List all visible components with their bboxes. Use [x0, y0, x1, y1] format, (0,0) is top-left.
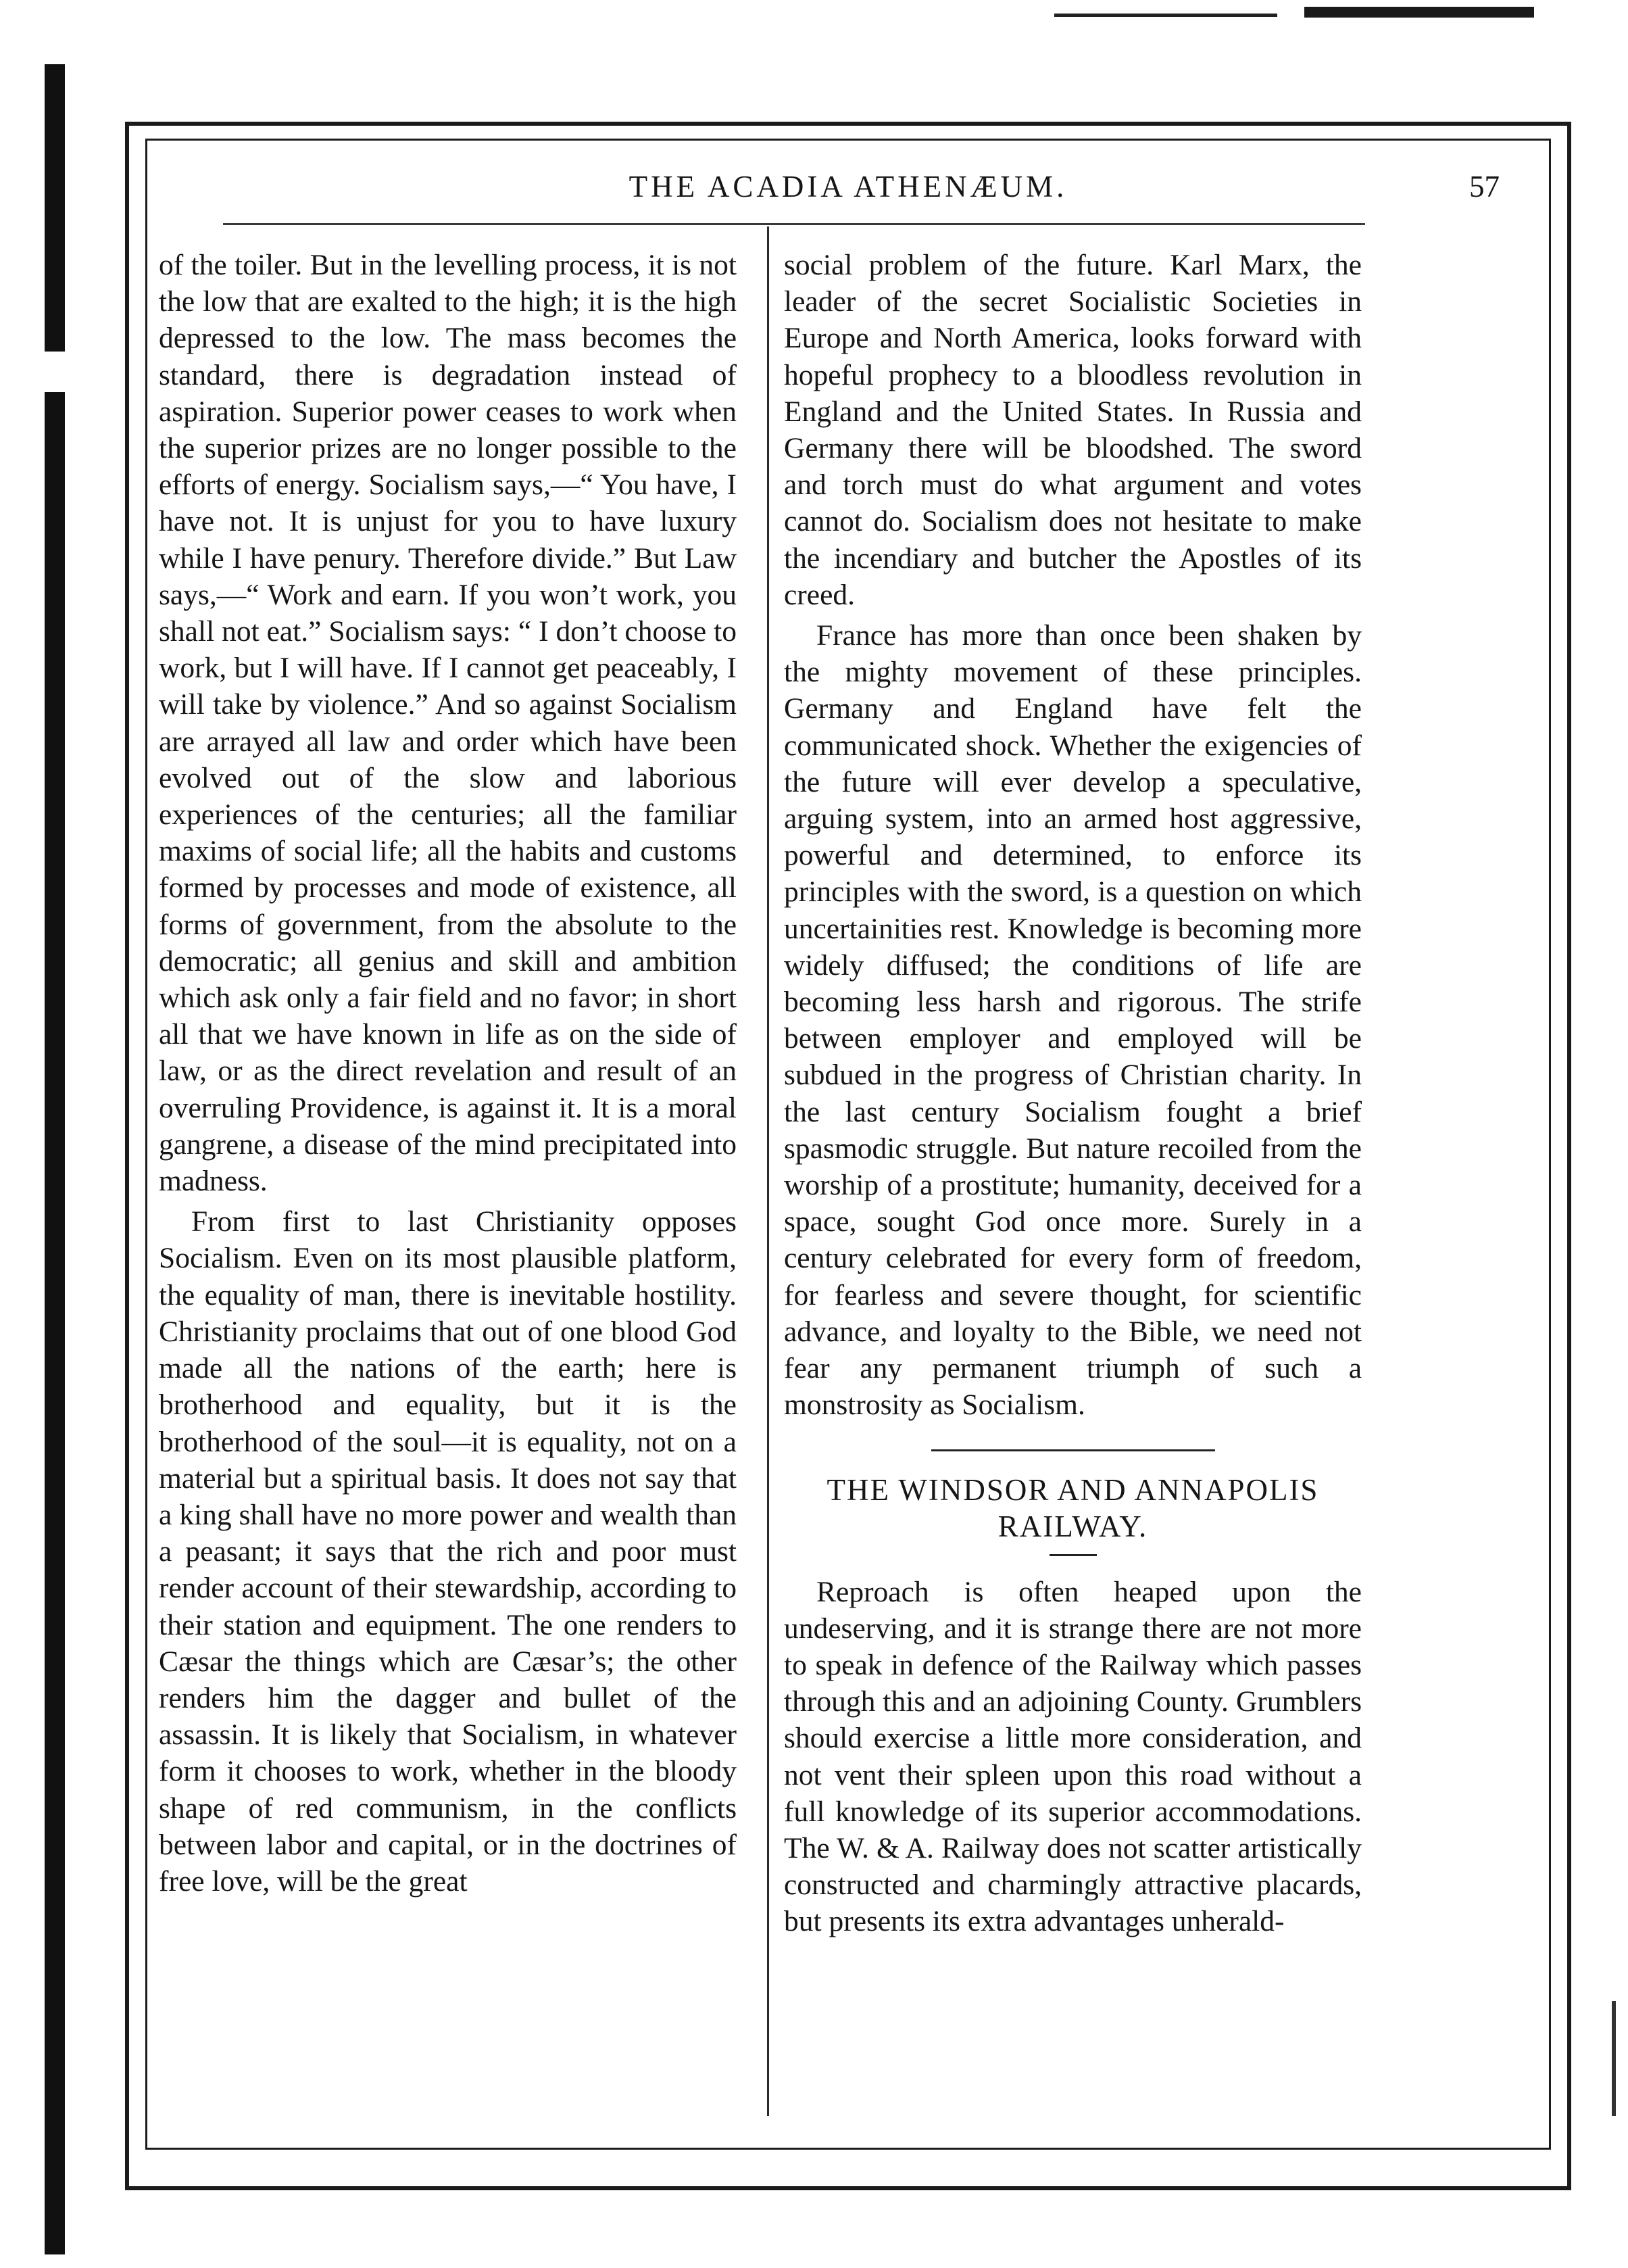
running-header-title: THE ACADIA ATHENÆUM. [628, 170, 1068, 203]
binding-spine-shadow [45, 64, 65, 2254]
body-paragraph: France has more than once been shaken by the mighty movement of these principles. Germany and England have felt the communicated shock. Whether the exigencies of the future will ever develop a speculative, arguing system, into an armed host aggressive, powerful and determined, to enforce its principles with the sword, is a question on which uncertainities rest. Knowledge is becoming more widely diffused; the conditions of life are becoming less harsh and rigorous. The strife between employer and employed will be subdued in the progress of Christian charity. In the last century Socialism fought a brief spasmodic struggle. But nature recoiled from the worship of a prostitute; humanity, deceived for a space, sought God once more. Surely in a century celebrated for every form of freedom, for fearless and severe thought, for scientific advance, and loyalty to the Bible, we need not fear any permanent triumph of such a monstrosity as Socialism. [784, 619, 1362, 1422]
body-paragraph: of the toiler. But in the levelling process, it is not the low that are exalted to the high; it is the high depressed to the low. The mass becomes the standard, there is degradation instead of aspiration. Superior power ceases to work when the superior prizes are no longer possible to the efforts of energy. Socialism says,—“ You have, I have not. It is unjust for you to have luxury while I have penury. Therefore divide.” But Law says,—“ Work and earn. If you won’t work, you shall not eat.” Socialism says: “ I don’t choose to work, but I will have. If I cannot get peaceably, I will take by violence.” And so against Socialism are arrayed all law and order which have been evolved out of the slow and laborious experiences of the centuries; all the familiar maxims of social life; all the habits and customs formed by processes and mode of existence, all forms of government, from the absolute to the democratic; all genius and skill and ambition which ask only a fair field and no favor; in short all that we have known in life as on the side of law, or as the direct revelation and result of an overruling Providence, is against it. It is a moral gangrene, a disease of the mind precipitated into madness. [159, 249, 737, 1198]
header-rule [223, 223, 1365, 225]
title-rule [1050, 1554, 1097, 1556]
page-number: 57 [1469, 170, 1500, 203]
scan-mark [1612, 2001, 1616, 2116]
body-paragraph: social problem of the future. Karl Marx, the leader of the secret Socialistic Societies in Europe and North America, looks forward with hopeful prophecy to a bloodless revolution in England and the United States. In Russia and Germany there will be bloodshed. The sword and torch must do what argument and votes cannot do. Socialism does not hesitate to make the incendiary and butcher the Apostles of its creed. [784, 249, 1362, 611]
spine-gap [45, 352, 65, 392]
body-paragraph: Reproach is often heaped upon the undeserving, and it is strange there are not more to speak in defence of the Railway which passes through this and an adjoining County. Grumblers should exercise a little more consideration, and not vent their spleen upon this road without a full knowledge of its superior accommodations. The W. & A. Railway does not scatter artistically constructed and charmingly attractive placards, but presents its extra advantages unherald- [784, 1575, 1362, 1938]
column-rule [767, 226, 769, 2116]
scan-mark [1304, 7, 1534, 18]
article-title: THE WINDSOR AND ANNAPOLIS RAILWAY. [827, 1472, 1319, 1543]
right-column [784, 247, 1362, 1940]
left-column [159, 247, 737, 1900]
section-divider [931, 1449, 1215, 1451]
scan-mark [1054, 14, 1277, 17]
body-paragraph: From first to last Christianity opposes Socialism. Even on its most plausible platform, the equality of man, there is inevitable hostility. Christianity proclaims that out of one blood God made all the nations of the earth; here is brotherhood and equality, but it is the brotherhood of the soul—it is equality, not on a material but a spiritual basis. It does not say that a king shall have no more power and wealth than a peasant; it says that the rich and poor must render account of their stewardship, according to their station and equipment. The one renders to Cæsar the things which are Cæsar’s; the other renders him the dagger and bullet of the assassin. It is likely that Socialism, in whatever form it chooses to work, whether in the bloody shape of red communism, in the conflicts between labor and capital, or in the doctrines of free love, will be the great [159, 1205, 737, 1898]
